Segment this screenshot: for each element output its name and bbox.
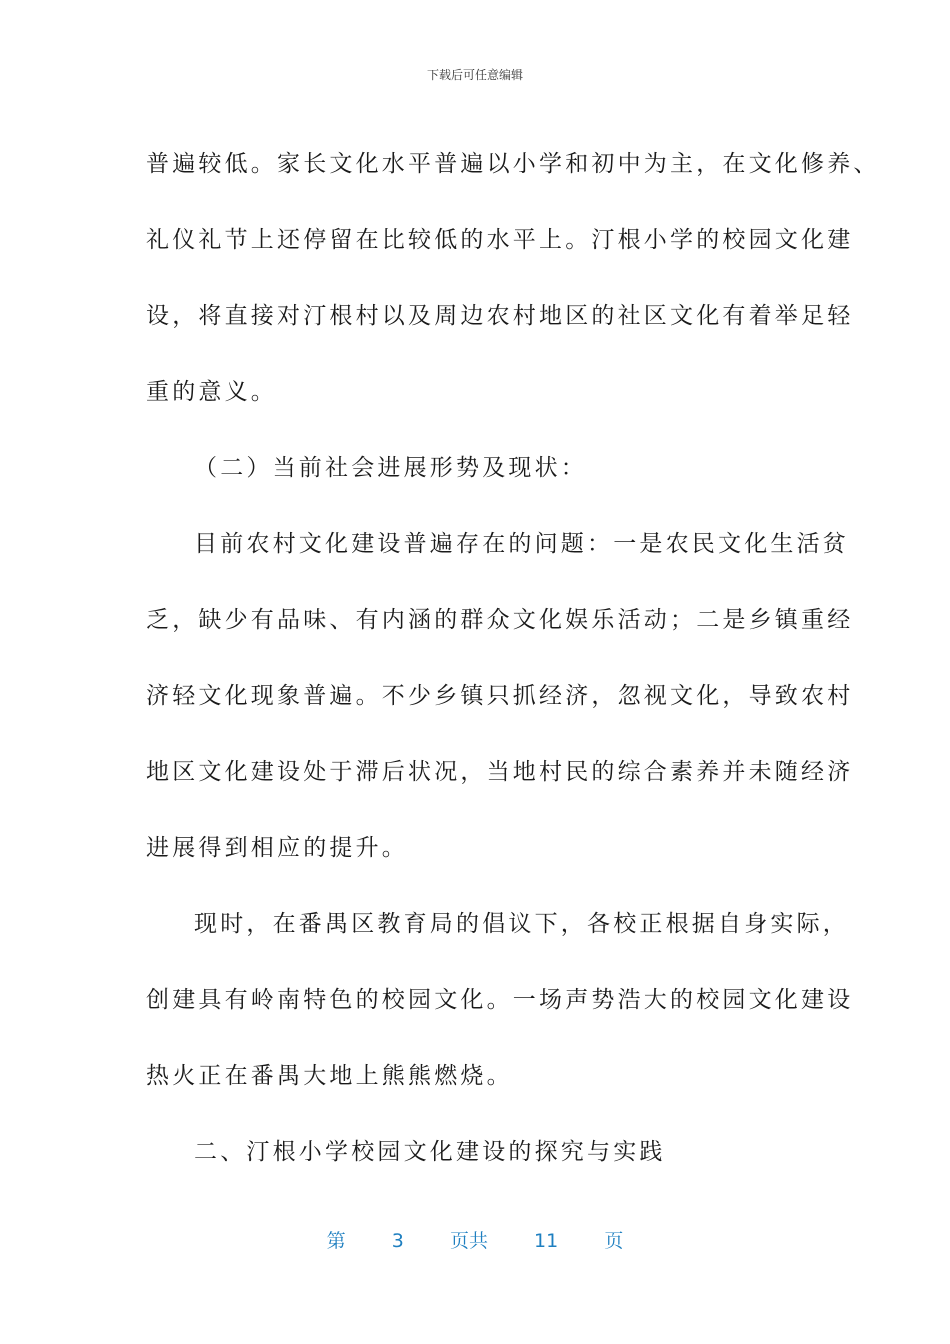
text-line: 礼仪礼节上还停留在比较低的水平上。汀根小学的校园文化建 xyxy=(146,227,854,253)
current-page-number: 3 xyxy=(391,1230,404,1252)
text-line: 地区文化建设处于滞后状况，当地村民的综合素养并未随经济 xyxy=(146,759,854,785)
text-line: 普遍较低。家长文化水平普遍以小学和初中为主，在文化修养、 xyxy=(146,151,880,177)
text-line: 进展得到相应的提升。 xyxy=(146,835,408,861)
text-line: 设，将直接对汀根村以及周边农村地区的社区文化有着举足轻 xyxy=(146,303,854,329)
text-line: 热火正在番禺大地上熊熊燃烧。 xyxy=(146,1063,513,1089)
text-line: 重的意义。 xyxy=(146,379,277,405)
text-line: 创建具有岭南特色的校园文化。一场声势浩大的校园文化建设 xyxy=(146,987,854,1013)
page-suffix: 页 xyxy=(604,1230,624,1252)
document-body xyxy=(146,126,880,1190)
section-heading: （二）当前社会进展形势及现状： xyxy=(194,455,587,481)
text-line: 目前农村文化建设普遍存在的问题：一是农民文化生活贫 xyxy=(194,531,849,557)
page-middle: 页共 xyxy=(449,1230,488,1252)
total-pages-number: 11 xyxy=(534,1230,559,1252)
page-number-footer xyxy=(0,1226,950,1253)
text-line: 现时，在番禺区教育局的倡议下，各校正根据自身实际， xyxy=(194,911,849,937)
text-line: 济轻文化现象普遍。不少乡镇只抓经济，忽视文化，导致农村 xyxy=(146,683,854,709)
page-prefix: 第 xyxy=(326,1230,346,1252)
page-header-note: 下载后可任意编辑 xyxy=(426,68,523,82)
section-heading: 二、汀根小学校园文化建设的探究与实践 xyxy=(194,1139,666,1165)
text-line: 乏，缺少有品味、有内涵的群众文化娱乐活动；二是乡镇重经 xyxy=(146,607,854,633)
